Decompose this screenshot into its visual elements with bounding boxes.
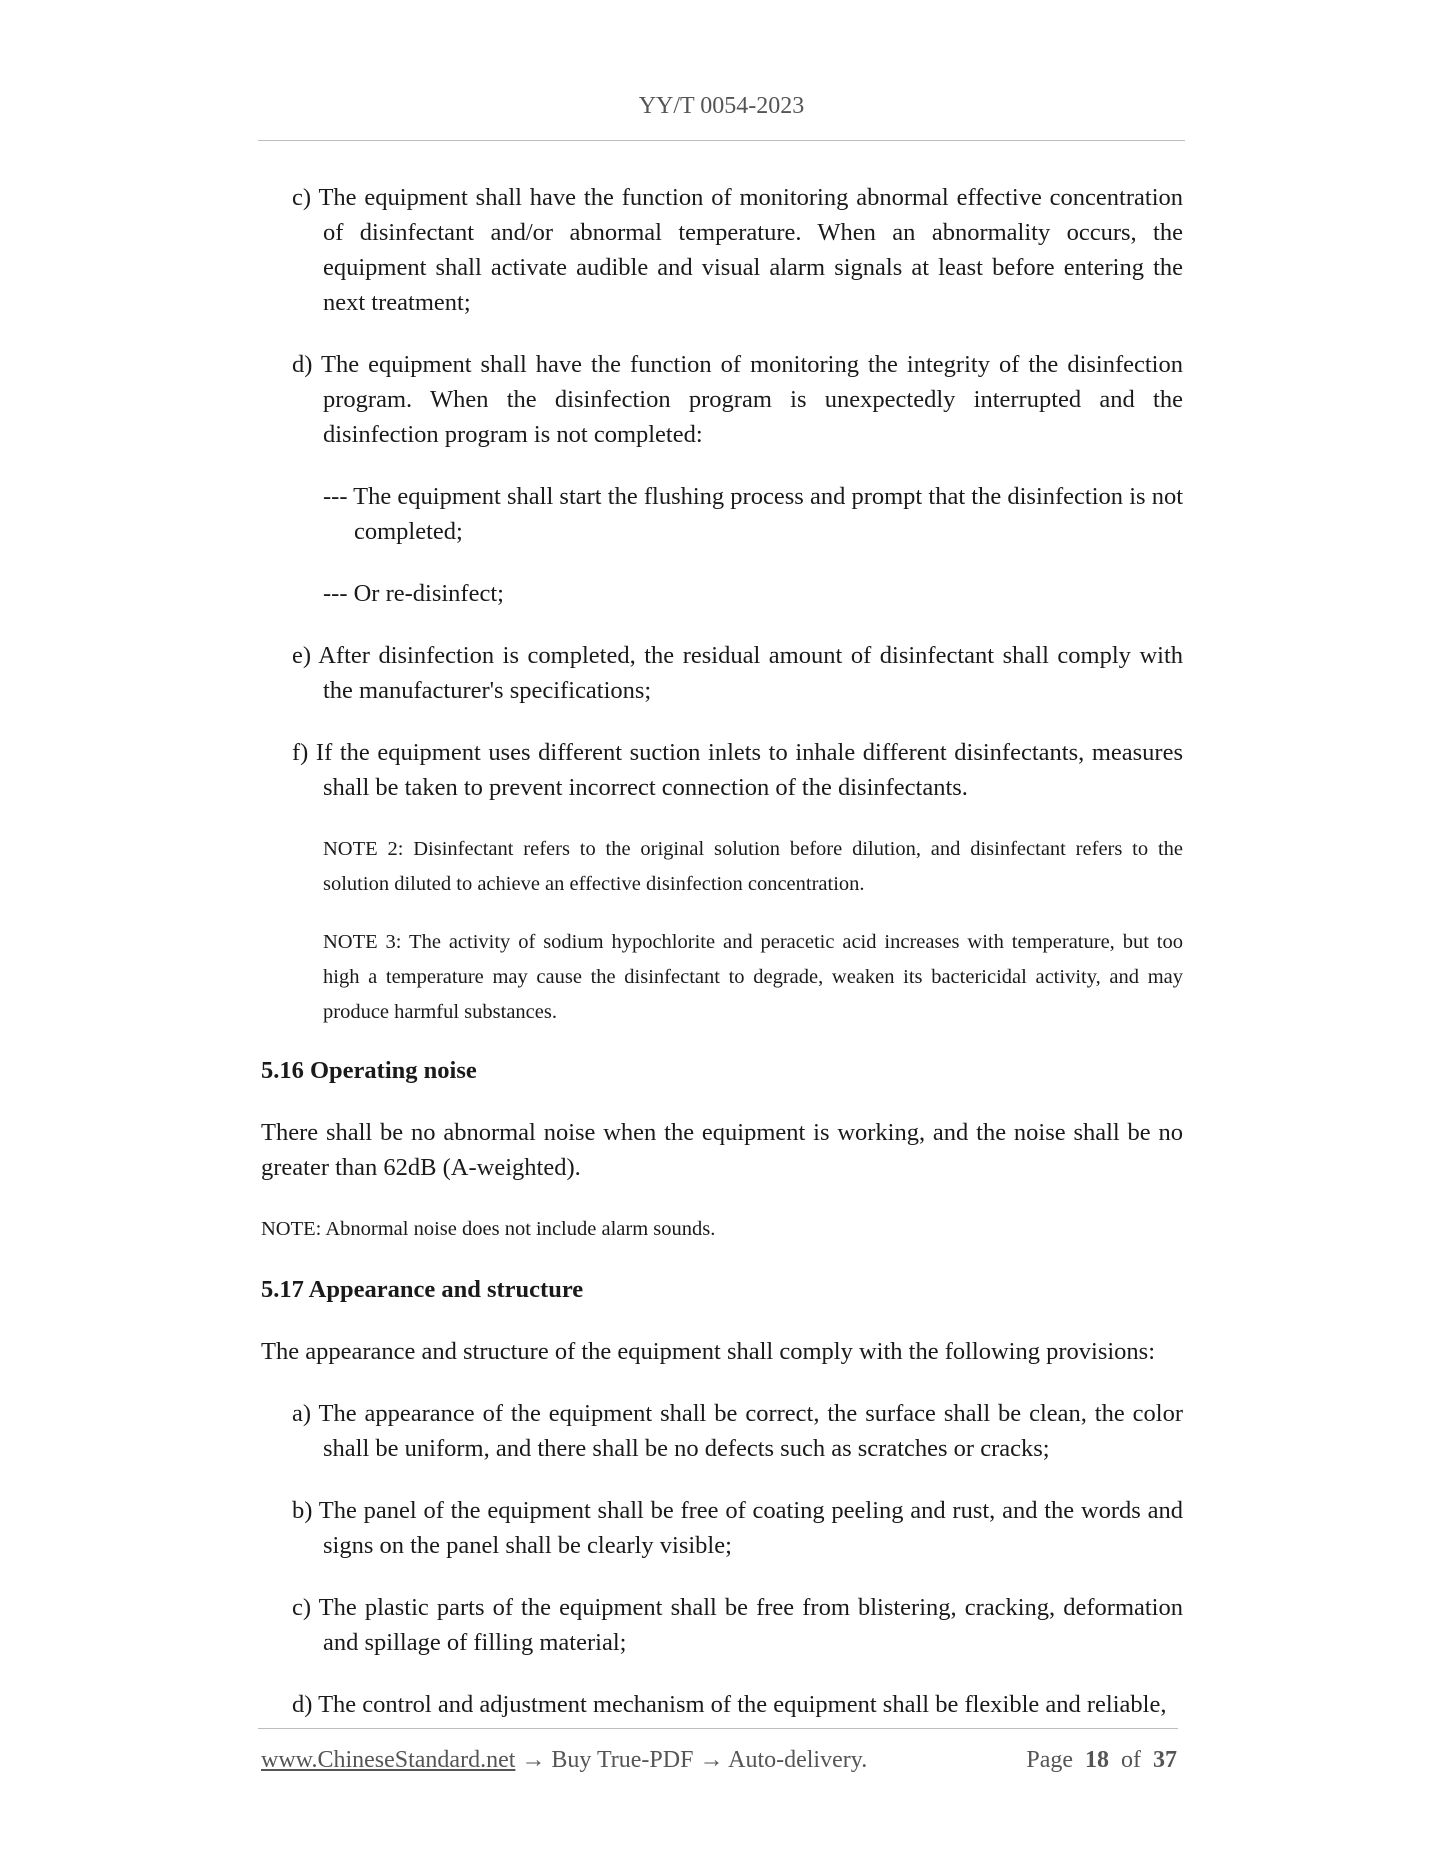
site-link[interactable]: www.ChineseStandard.net — [261, 1747, 516, 1773]
page-word: Page — [1026, 1747, 1073, 1773]
document-header: YY/T 0054-2023 — [638, 93, 805, 119]
page-content — [261, 180, 1183, 1749]
page-indicator — [1026, 1747, 1177, 1774]
footer-divider — [258, 1728, 1178, 1729]
page-total: 37 — [1153, 1747, 1177, 1773]
page-footer — [261, 1747, 1177, 1774]
page-of: of — [1121, 1747, 1141, 1773]
appearance-item-d: d) The control and adjustment mechanism of the equipment shall be flexible and reliable, — [292, 1691, 1167, 1718]
list-item-e: e) After disinfection is completed, the residual amount of disinfectant shall comply with the manufacturer's specifications; — [292, 642, 1183, 704]
dash-item-flushing: --- The equipment shall start the flushing process and prompt that the disinfection is not completed; — [323, 483, 1183, 545]
section-heading-5-16: 5.16 Operating noise — [261, 1057, 477, 1084]
section-5-16-text: There shall be no abnormal noise when the equipment is working, and the noise shall be no greater than 62dB (A-weighted). — [261, 1119, 1183, 1181]
promo-text: → Buy True-PDF → Auto-delivery. — [515, 1747, 868, 1773]
appearance-item-c: c) The plastic parts of the equipment shall be free from blistering, cracking, deformation and spillage of filling material; — [292, 1594, 1183, 1656]
list-item-c: c) The equipment shall have the function of monitoring abnormal effective concentration of disinfectant and/or abnormal temperature. When an abnormality occurs, the equipment shall activate audible and visual alarm signals at least before entering the next treatment; — [292, 184, 1183, 316]
section-heading-5-17: 5.17 Appearance and structure — [261, 1276, 584, 1303]
footer-promo — [261, 1747, 867, 1774]
list-item-d: d) The equipment shall have the function of monitoring the integrity of the disinfection program. When the disinfection program is unexpectedly interrupted and the disinfection program is not completed: — [292, 351, 1183, 448]
appearance-item-a: a) The appearance of the equipment shall be correct, the surface shall be clean, the color shall be uniform, and there shall be no defects such as scratches or cracks; — [292, 1400, 1183, 1462]
note-2: NOTE 2: Disinfectant refers to the original solution before dilution, and disinfectant refers to the solution diluted to achieve an effective disinfection concentration. — [323, 838, 1183, 895]
list-item-f: f) If the equipment uses different suction inlets to inhale different disinfectants, measures shall be taken to prevent incorrect connection of the disinfectants. — [292, 739, 1183, 801]
header-divider — [258, 140, 1185, 141]
section-5-16-note: NOTE: Abnormal noise does not include alarm sounds. — [261, 1218, 716, 1240]
page-current: 18 — [1085, 1747, 1109, 1773]
dash-item-redisinfect: --- Or re-disinfect; — [323, 580, 504, 607]
appearance-item-b: b) The panel of the equipment shall be free of coating peeling and rust, and the words and signs on the panel shall be clearly visible; — [292, 1497, 1183, 1559]
section-5-17-text: The appearance and structure of the equipment shall comply with the following provisions: — [261, 1338, 1156, 1365]
note-3: NOTE 3: The activity of sodium hypochlorite and peracetic acid increases with temperature, but too high a temperature may cause the disinfectant to degrade, weaken its bactericidal activity, and may produce harmful substances. — [323, 931, 1183, 1023]
